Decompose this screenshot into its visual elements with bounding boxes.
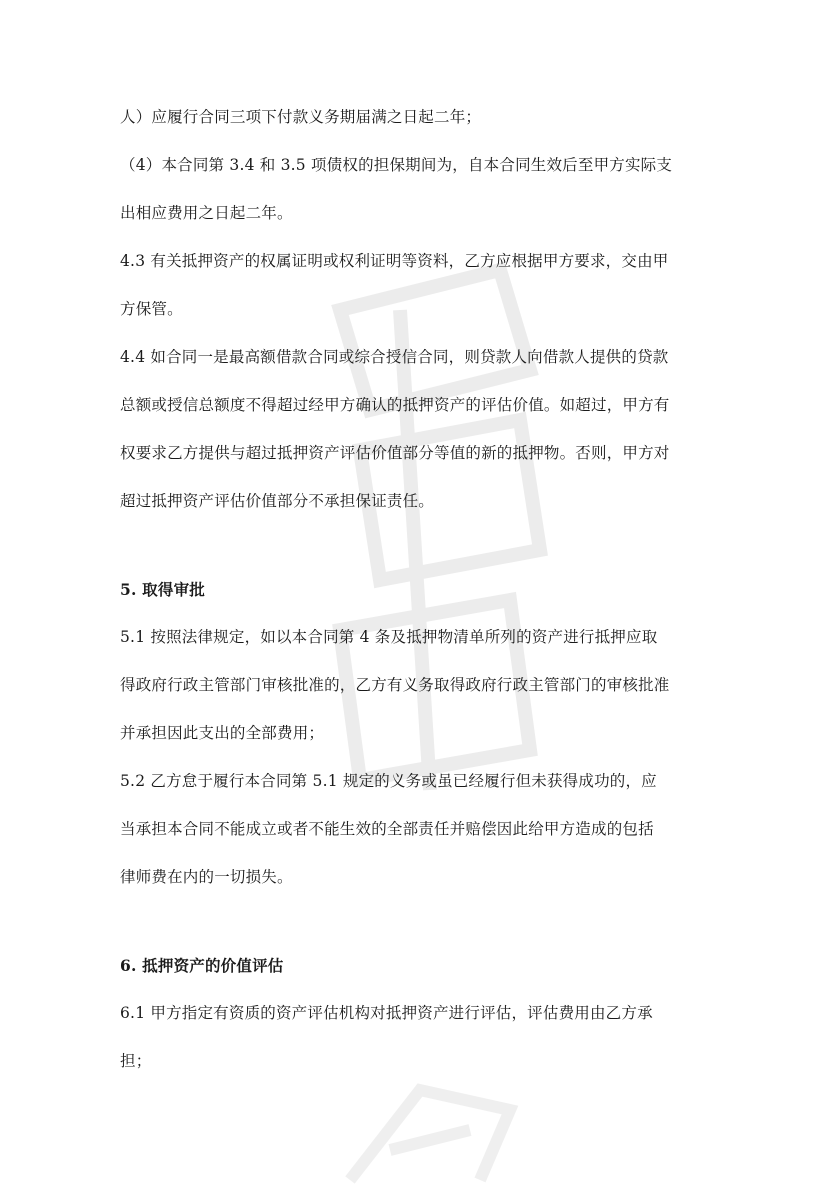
paragraph-line: 并承担因此支出的全部费用； [120,724,325,742]
paragraph-line: 5.2 乙方怠于履行本合同第 5.1 规定的义务或虽已经履行但未获得成功的，应 [120,772,657,790]
paragraph-line: 权要求乙方提供与超过抵押资产评估价值部分等值的新的抵押物。否则，甲方对 [120,444,670,462]
paragraph-line: 4.4 如合同一是最高额借款合同或综合授信合同，则贷款人向借款人提供的贷款 [120,348,669,366]
paragraph-line: 方保管。 [120,300,183,318]
paragraph-line: 担； [120,1052,152,1070]
paragraph-line: 得政府行政主管部门审核批准的，乙方有义务取得政府行政主管部门的审核批准 [120,676,670,694]
paragraph-line: 6.1 甲方指定有资质的资产评估机构对抵押资产进行评估，评估费用由乙方承 [120,1004,653,1022]
watermark-bottom-icon [330,1070,530,1190]
paragraph-line: 超过抵押资产评估价值部分不承担保证责任。 [120,492,435,510]
section-6-heading: 6. 抵押资产的价值评估 [120,956,284,975]
paragraph-line: 5.1 按照法律规定，如以本合同第 4 条及抵押物清单所列的资产进行抵押应取 [120,628,658,646]
paragraph-line: （4）本合同第 3.4 和 3.5 项债权的担保期间为，自本合同生效后至甲方实际支 [120,156,673,174]
paragraph-line: 4.3 有关抵押资产的权属证明或权利证明等资料，乙方应根据甲方要求，交由甲 [120,252,669,270]
section-5-heading: 5. 取得审批 [120,580,205,599]
watermark-icon [300,250,560,810]
paragraph-line: 律师费在内的一切损失。 [120,868,293,886]
paragraph-line: 总额或授信总额度不得超过经甲方确认的抵押资产的评估价值。如超过，甲方有 [120,396,670,414]
paragraph-line: 出相应费用之日起二年。 [120,204,293,222]
paragraph-line: 当承担本合同不能成立或者不能生效的全部责任并赔偿因此给甲方造成的包括 [120,820,654,838]
paragraph-line: 人）应履行合同三项下付款义务期届满之日起二年； [120,108,482,126]
